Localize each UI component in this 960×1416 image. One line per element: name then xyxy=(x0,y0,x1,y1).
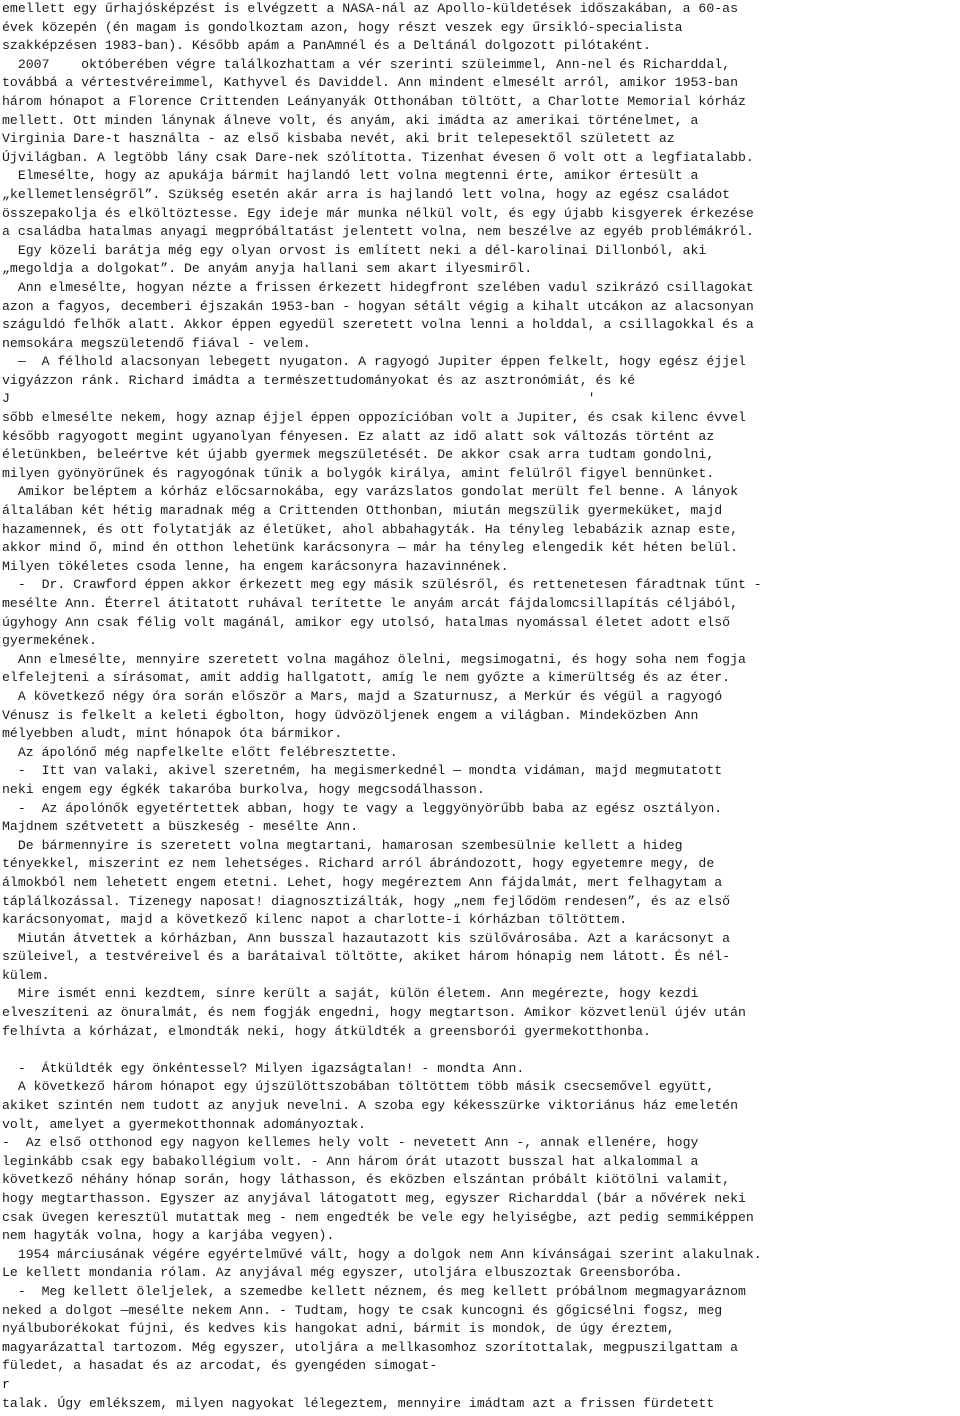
text-line: nem hagyták volna, hogy a karjába vegyen). xyxy=(2,1228,335,1244)
text-line: külem. xyxy=(2,967,50,983)
text-line: tényekkel, miszerint ez nem lehetséges. Richard arról ábrándozott, hogy egyetemre megy, de xyxy=(2,856,715,872)
text-line: „megoldja a dolgokat”. De anyám anyja hallani sem akart ilyesmiről. xyxy=(2,261,533,277)
text-line: évek közepén (én magam is gondolkoztam azon, hogy részt veszek egy űrsikló-specialista xyxy=(2,19,683,35)
text-line: összepakolja és elköltöztesse. Egy ideje már munka nélkül volt, és egy újabb kisgyerek érkezése xyxy=(2,205,754,221)
text-line: mélyebben aludt, mint hónapok óta bármikor. xyxy=(2,726,343,742)
text-line: csak üvegen keresztül mutattak meg - nem engedték be vele egy helyiségbe, azt pedig semmiképpen xyxy=(2,1209,754,1225)
text-line: Vénusz is felkelt a keleti égbolton, hogy üdvözöljenek engem a világban. Mindeközben Ann xyxy=(2,707,699,723)
text-line: életünkben, beleértve két újabb gyermek megszületését. De akkor csak arra tudtam gondolni, xyxy=(2,447,715,463)
text-line: száguldó felhők alatt. Akkor éppen egyedül szeretett volna lenni a holddal, a csillagokkal és a xyxy=(2,317,754,333)
text-line: 1954 márciusának végére egyértelművé vált, hogy a dolgok nem Ann kívánságai szerint alakulnak. xyxy=(2,1246,762,1262)
text-line: akiket szintén nem tudott az anyjuk nevelni. A szoba egy kékesszürke viktoriánus ház emeletén xyxy=(2,1098,738,1114)
text-line: sőbb elmesélte nekem, hogy aznap éjjel éppen oppozícióban volt a Jupiter, és csak kilenc évvel xyxy=(2,410,746,426)
text-line: gyermekének. xyxy=(2,633,97,649)
text-line: Újvilágban. A legtöbb lány csak Dare-nek szólította. Tizenhat évesen ő volt ott a legfiatalabb. xyxy=(2,149,754,165)
text-line: A következő három hónapot egy újszülöttszobában töltöttem több másik csecsemővel együtt, xyxy=(2,1079,715,1095)
text-line: - Dr. Crawford éppen akkor érkezett meg egy másik szülésről, és rettenetesen fáradtnak tűnt - xyxy=(2,577,762,593)
text-line: felhívta a kórházat, elmondták neki, hogy átküldték a greensborói gyermekotthonba. xyxy=(2,1023,651,1039)
text-line: Milyen tökéletes csoda lenne, ha engem karácsonyra hazavinnének. xyxy=(2,558,509,574)
text-line: Ann elmesélte, hogyan nézte a frissen érkezett hidegfront szelében vadul szikrázó csillagokat xyxy=(2,279,754,295)
text-line: Az ápolónő még napfelkelte előtt felébresztette. xyxy=(2,744,398,760)
text-line: Elmesélte, hogy az apukája bármit hajlandó lett volna megtenni érte, amikor értesült a xyxy=(2,168,699,184)
text-line: hogy megtarthasson. Egyszer az anyjával látogatott meg, egyszer Richarddal (bár a nővérek neki xyxy=(2,1191,746,1206)
text-line: általában két hétig maradnak még a Crittenden Otthonban, miután megszülik gyermeküket, majd xyxy=(2,503,723,519)
text-line: karácsonyomat, majd a következő kilenc napot a charlotte-i kórházban töltöttem. xyxy=(2,912,628,928)
text-line: milyen gyönyörűnek és ragyogónak tűnik a bolygók királya, amint felülről figyel bennünket. xyxy=(2,465,715,481)
text-line: De bármennyire is szeretett volna megtartani, hamarosan szembesülnie kellett a hideg xyxy=(2,837,683,853)
text-line: nemsokára megszületendő fiával - velem. xyxy=(2,335,311,351)
text-line: álmokból nem lehetett engem etetni. Lehet, hogy megéreztem Ann fájdalmát, mert felhagytam a xyxy=(2,874,723,890)
text-line: — A félhold alacsonyan lebegett nyugaton. A ragyogó Jupiter éppen felkelt, hogy egész éjjel xyxy=(2,354,746,370)
text-line: - Átküldték egy önkéntessel? Milyen igazságtalan! - mondta Ann. xyxy=(2,1060,525,1076)
text-line: A következő négy óra során először a Mars, majd a Szaturnusz, a Merkúr és végül a ragyogó xyxy=(2,688,723,704)
text-line: elfelejteni a sírásomat, amit addig hallgatott, amíg le nem győzte a kimerültség és az éter. xyxy=(2,670,731,686)
text-line: vigyázzon ránk. Richard imádta a természettudományokat és az asztronómiát, és ké xyxy=(2,372,636,388)
text-line: Majdnem szétvetett a büszkeség - mesélte Ann. xyxy=(2,819,359,835)
text-line: mellett. Ott minden lánynak álneve volt, és anyám, aki imádta az amerikai történelmet, a xyxy=(2,112,699,128)
text-line: három hónapot a Florence Crittenden Leányanyák Otthonában töltött, a Charlotte Memorial kórház xyxy=(2,93,746,109)
text-line: úgyhogy Ann csak félig volt magánál, amikor egy utolsó, hatalmas nyomással életet adott első xyxy=(2,614,731,630)
text-line: Miután átvettek a kórházban, Ann busszal hazautazott kis szülővárosába. Azt a karácsonyt a xyxy=(2,930,731,946)
text-line xyxy=(2,1041,960,1060)
text-line: r xyxy=(2,1376,10,1392)
text-line: 2007 októberében végre találkozhattam a vér szerinti szüleimmel, Ann-nel és Richarddal, xyxy=(2,56,731,72)
text-line: Mire ismét enni kezdtem, sínre került a saját, külön életem. Ann megérezte, hogy kezdi xyxy=(2,986,699,1002)
text-line: füledet, a hasadat és az arcodat, és gyengéden simogat- xyxy=(2,1358,438,1374)
text-line: neki engem egy égkék takaróba burkolva, hogy megcsodálhasson. xyxy=(2,781,485,797)
text-line: nyálbuborékokat fújni, és kedves kis hangokat adni, bármit is mondok, de úgy éreztem, xyxy=(2,1321,675,1337)
text-line: Egy közeli barátja még egy olyan orvost is említett neki a dél-karolinai Dillonból, aki xyxy=(2,242,707,258)
text-line: következő néhány hónap során, hogy láthasson, és eközben elszántan próbált kiötölni valamit, xyxy=(2,1172,731,1188)
text-line: táplálkozással. Tizenegy naposat! diagnosztizálták, hogy „nem fejlődöm rendesen”, és az első xyxy=(2,893,731,909)
text-line: Amikor beléptem a kórház előcsarnokába, egy varázslatos gondolat merült fel benne. A lányok xyxy=(2,484,738,500)
text-line: Virginia Dare-t használta - az első kisbaba nevét, aki brit telepesektől született az xyxy=(2,131,675,147)
text-line: mesélte Ann. Éterrel átitatott ruhával terítette le anyám arcát fájdalomcsillapítás céljából, xyxy=(2,596,738,611)
text-line: „kellemetlenségről”. Szükség esetén akár arra is hajlandó lett volna, hogy az egész családot xyxy=(2,186,731,202)
text-line: - Az ápolónők egyetértettek abban, hogy te vagy a leggyönyörűbb baba az egész osztályon. xyxy=(2,800,723,816)
text-line: Ann elmesélte, mennyire szeretett volna magához ölelni, megsimogatni, és hogy soha nem fogja xyxy=(2,651,746,667)
text-line: J ' xyxy=(2,391,596,407)
text-line: szakképzésen 1983-ban). Később apám a PanAmnél és a Deltánál dolgozott pilótaként. xyxy=(2,38,651,54)
text-line: magyarázattal tartozom. Még egyszer, utoljára a mellkasomhoz szorítottalak, megpuszilgattam a xyxy=(2,1339,738,1355)
text-line: - Az első otthonod egy nagyon kellemes hely volt - nevetett Ann -, annak ellenére, hogy xyxy=(2,1135,699,1151)
text-line: - Itt van valaki, akivel szeretném, ha megismerkednél — mondta vidáman, majd megmutatott xyxy=(2,763,723,779)
text-line: szüleivel, a testvéreivel és a barátaival töltötte, akiket három hónapig nem látott. És nél- xyxy=(2,949,731,965)
text-line: - Meg kellett öleljelek, a szemedbe kellett néznem, és meg kellett próbálnom megmagyaráznom xyxy=(2,1283,746,1299)
text-line: továbbá a vértestvéreimmel, Kathyvel és Daviddel. Ann mindent elmesélt arról, amikor 1953-ban xyxy=(2,75,738,91)
text-line: később ragyogott megint ugyanolyan fényesen. Ez alatt az idő alatt sok változás történt az xyxy=(2,428,715,444)
text-line: akkor mind ő, mind én otthon lehetünk karácsonyra — már ha tényleg elengedik két héten belül. xyxy=(2,540,738,556)
text-line: a családba hatalmas anyagi megpróbáltatást jelentett volna, nem beszélve az egyéb problémákról. xyxy=(2,224,754,240)
text-line: leginkább csak egy babakollégium volt. - Ann három órát utazott busszal hat alkalommal a xyxy=(2,1153,699,1169)
text-line: hazamennek, és ott folytatják az életüket, ahol abbahagyták. Ha tényleg lebabázik aznap este, xyxy=(2,521,738,537)
text-line: Le kellett mondania rólam. Az anyjával még egyszer, utoljára elbuszoztak Greensboróba. xyxy=(2,1265,683,1281)
text-line: elveszíteni az önuralmát, és nem fogják engedni, hogy megtartson. Amikor közvetlenül újév után xyxy=(2,1005,746,1021)
text-line: neked a dolgot —mesélte nekem Ann. - Tudtam, hogy te csak kuncogni és gőgicsélni fogsz, meg xyxy=(2,1302,723,1318)
text-line: azon a fagyos, decemberi éjszakán 1953-ban - hogyan sétált végig a kihalt utcákon az alacsonyan xyxy=(2,298,754,314)
text-line: emellett egy űrhajósképzést is elvégzett a NASA-nál az Apollo-küldetések időszakában, a 60-as xyxy=(2,1,738,16)
text-line: talak. Úgy emlékszem, milyen nagyokat lélegeztem, mennyire imádtam azt a frissen fürdetett xyxy=(2,1395,715,1411)
text-line: volt, amelyet a gyermekotthonnak adományoztak. xyxy=(2,1116,367,1132)
